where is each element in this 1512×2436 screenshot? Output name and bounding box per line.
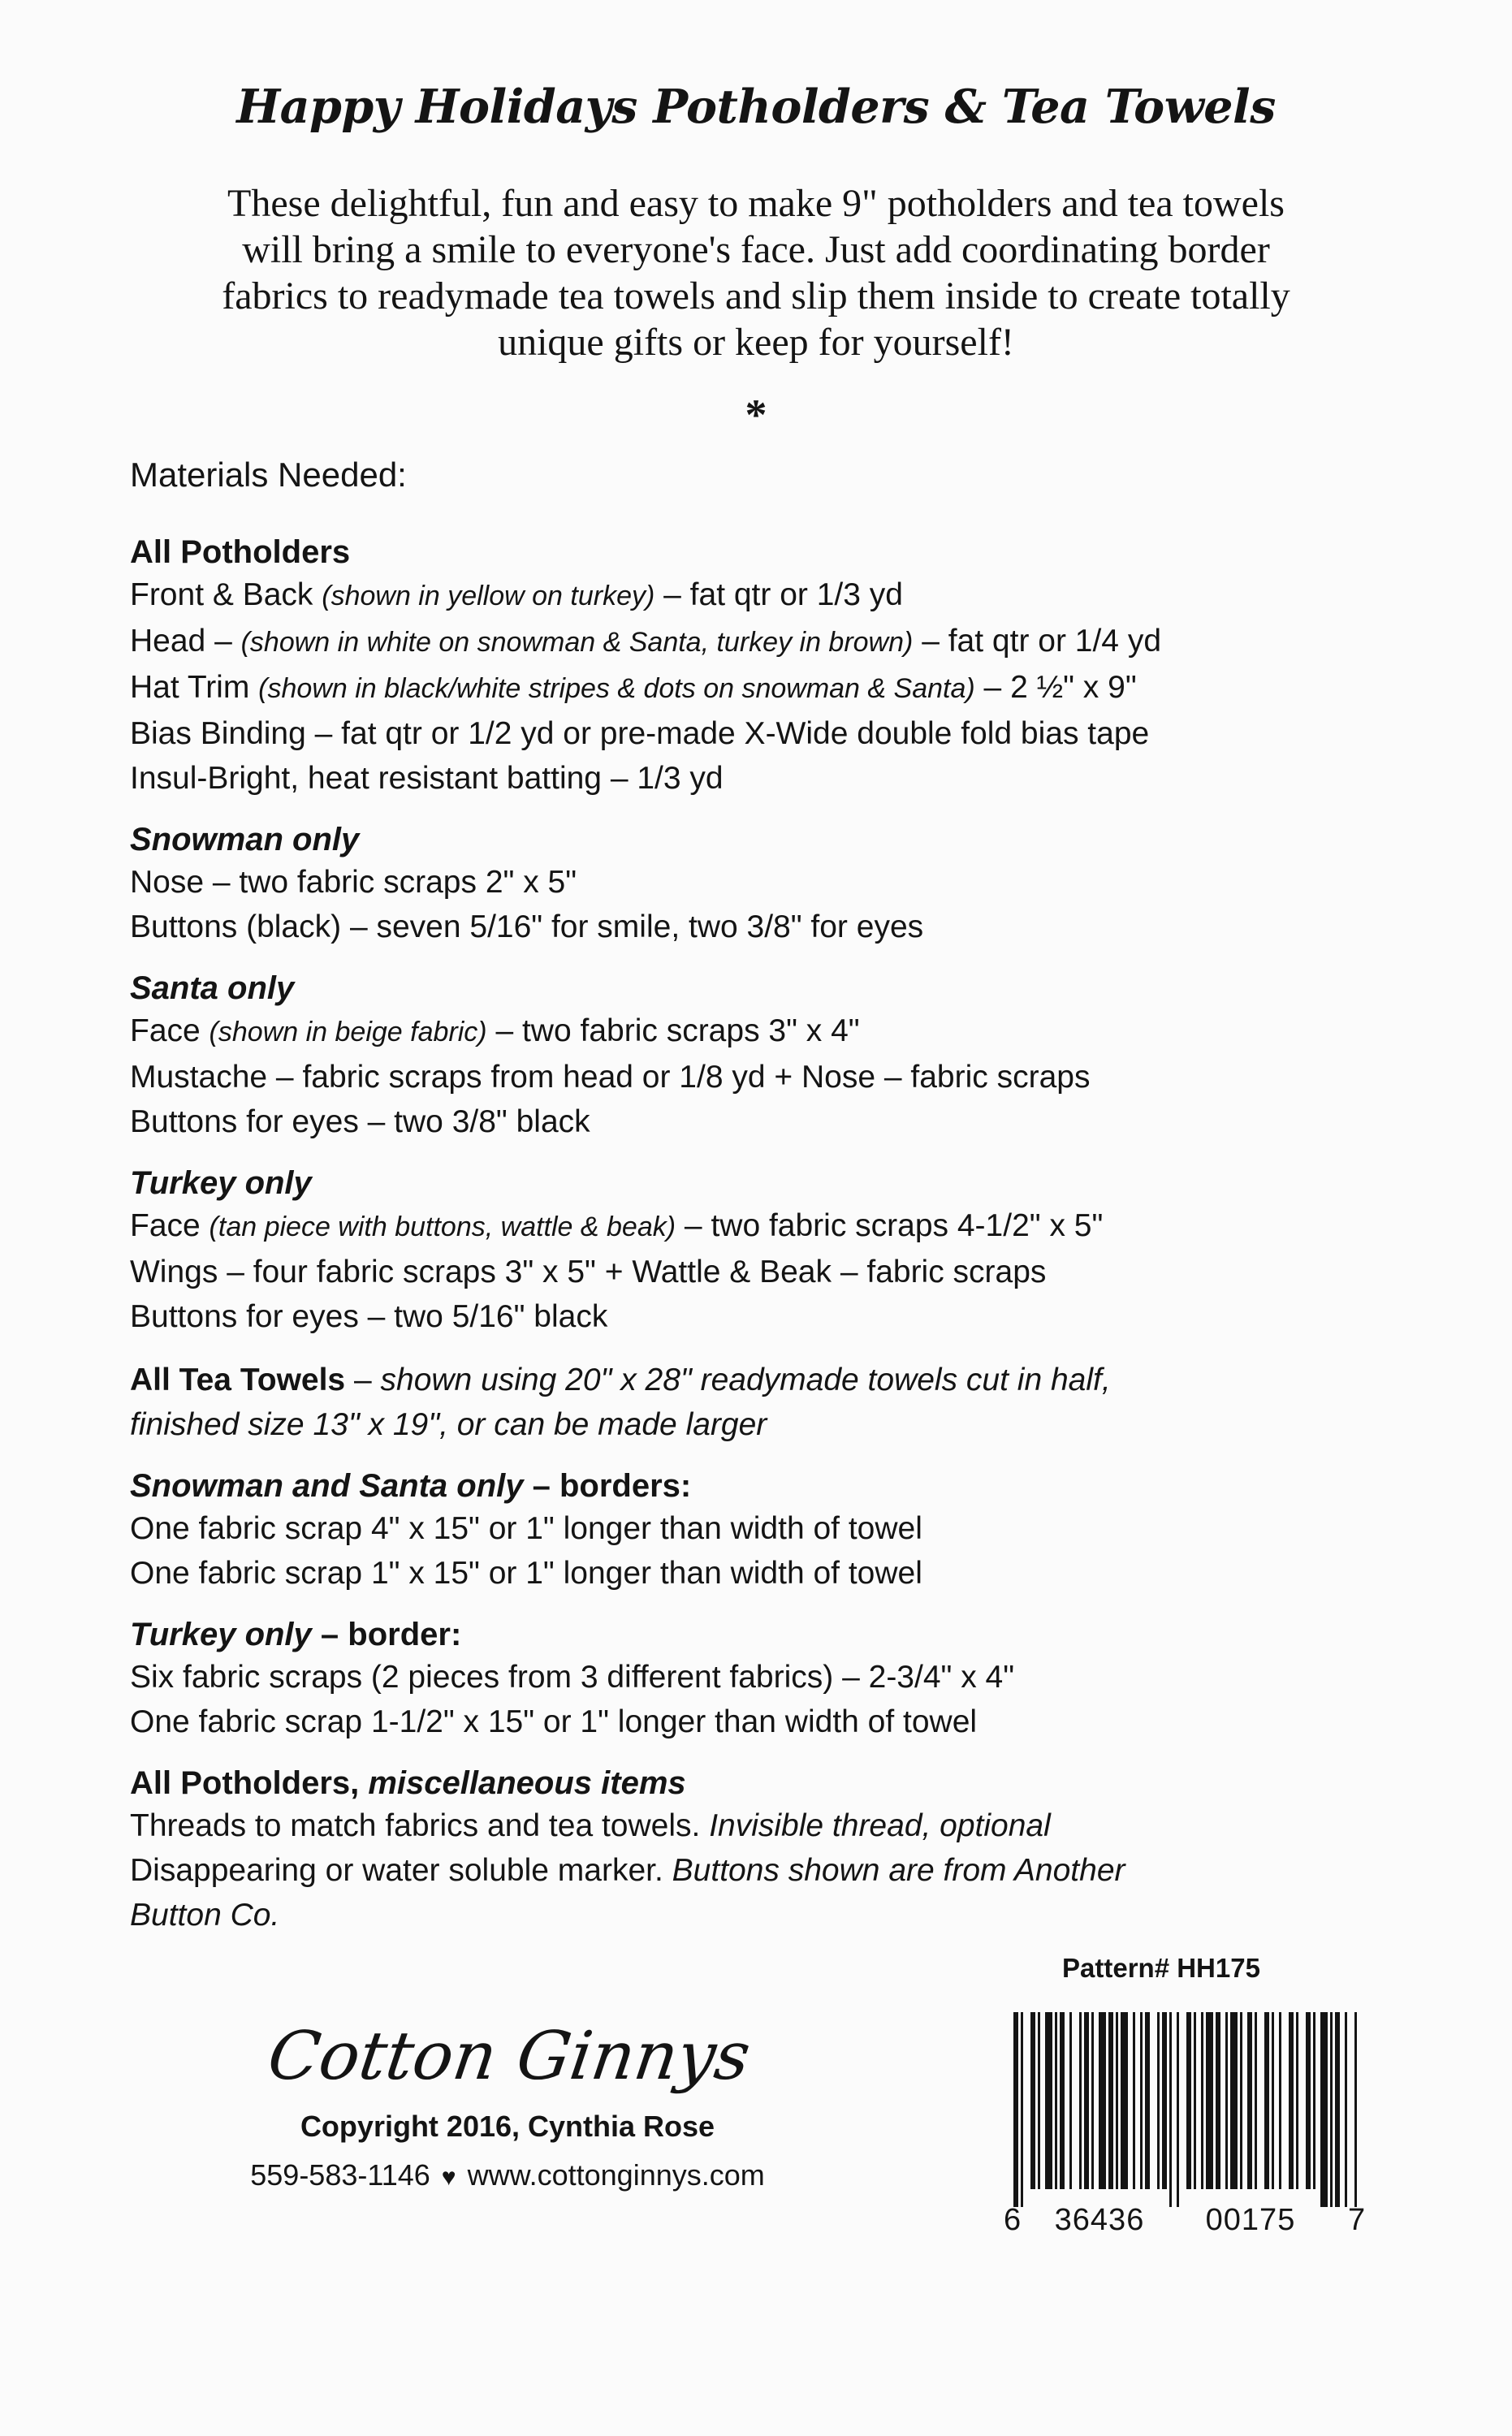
material-line: Bias Binding – fat qtr or 1/2 yd or pre-made X-Wide double fold bias tape <box>130 716 1150 751</box>
material-line <box>130 665 1397 711</box>
section-heading-italic: Turkey only <box>130 1617 312 1652</box>
material-line: Buttons (black) – seven 5/16" for smile, two 3/8" for eyes <box>130 909 924 944</box>
dash: – <box>345 1363 381 1397</box>
material-line <box>130 1358 1397 1402</box>
section-heading <box>130 968 1397 1009</box>
barcode-bar <box>1030 2012 1035 2207</box>
section-santa <box>130 968 1397 1144</box>
material-text: Front & Back <box>130 577 322 612</box>
section-heading <box>130 1163 1397 1203</box>
intro-line: These delightful, fun and easy to make 9" potholders and tea towels <box>227 182 1285 225</box>
barcode-bar <box>1255 2012 1257 2207</box>
material-note: (shown in beige fabric) <box>209 1017 487 1047</box>
material-text: Hat Trim <box>130 670 259 705</box>
section-snowman-santa-borders <box>130 1466 1397 1596</box>
barcode-bar <box>1345 2012 1347 2207</box>
material-text: Face <box>130 1208 210 1243</box>
barcode-bar <box>1133 2012 1135 2207</box>
barcode-bar <box>1206 2012 1213 2207</box>
materials-heading: Materials Needed: <box>130 456 407 494</box>
barcode-bar <box>1247 2012 1252 2207</box>
section-turkey-border <box>130 1614 1397 1744</box>
barcode-bar <box>1194 2012 1196 2207</box>
barcode-bar <box>1354 2012 1357 2207</box>
barcode-bar <box>1116 2012 1118 2207</box>
barcode-bar <box>1240 2012 1242 2207</box>
material-line <box>130 619 1397 665</box>
section-all-potholders <box>130 532 1397 801</box>
barcode-bar <box>1108 2012 1113 2207</box>
intro-paragraph <box>122 180 1390 365</box>
page-title: Happy Holidays Potholders & Tea Towels <box>236 80 1276 134</box>
section-heading-text: Turkey only <box>130 1165 312 1201</box>
material-line <box>130 572 1397 619</box>
material-line: Button Co. <box>130 1898 280 1933</box>
section-heading-rest: – border: <box>311 1617 462 1652</box>
barcode-bar <box>1320 2012 1328 2207</box>
section-heading: All Potholders <box>130 534 351 570</box>
logo-text: Cotton Ginnys <box>263 2018 755 2095</box>
material-line <box>130 1009 1397 1055</box>
material-line <box>130 1848 1397 1893</box>
barcode-bar <box>1038 2012 1040 2207</box>
material-text: Face <box>130 1013 210 1048</box>
barcode-bar <box>1140 2012 1143 2207</box>
heart-icon: ♥ <box>441 2164 456 2191</box>
barcode-bar <box>1157 2012 1160 2207</box>
material-text-italic: Invisible thread, optional <box>709 1808 1051 1843</box>
barcode-bar <box>1216 2012 1220 2207</box>
material-note: (shown in white on snowman & Santa, turkey in brown) <box>240 627 914 658</box>
material-line: One fabric scrap 1" x 15" or 1" longer than width of towel <box>130 1556 922 1591</box>
upc-barcode <box>989 2012 1371 2248</box>
barcode-bar <box>1145 2012 1150 2207</box>
separator-asterisk: * <box>745 391 767 439</box>
material-line: Wings – four fabric scraps 3" x 5" + Wattle & Beak – fabric scraps <box>130 1255 1047 1289</box>
barcode-bar <box>1330 2012 1333 2207</box>
material-line: Nose – two fabric scraps 2" x 5" <box>130 865 577 900</box>
section-misc <box>130 1763 1397 1937</box>
barcode-bar <box>1306 2012 1311 2207</box>
material-text: Threads to match fabrics and tea towels. <box>130 1808 710 1843</box>
intro-line: will bring a smile to everyone's face. Just add coordinating border <box>242 228 1270 271</box>
barcode-check-digit: 7 <box>1348 2203 1366 2237</box>
section-heading-rest: – borders: <box>523 1468 692 1504</box>
section-heading <box>130 1466 1397 1506</box>
section-heading-text: Santa only <box>130 970 295 1006</box>
intro-line: fabrics to readymade tea towels and slip them inside to create totally <box>222 274 1290 317</box>
material-line: One fabric scrap 4" x 15" or 1" longer than width of towel <box>130 1511 922 1546</box>
barcode-bar <box>1060 2012 1065 2207</box>
barcode-bar <box>1296 2012 1298 2207</box>
section-heading <box>130 1763 1397 1803</box>
barcode-bar <box>1021 2012 1023 2207</box>
intro-line: unique gifts or keep for yourself! <box>498 321 1014 364</box>
barcode-bar <box>1230 2012 1238 2207</box>
barcode-bar <box>1335 2012 1340 2207</box>
contact-line <box>162 2158 853 2192</box>
barcode-left-group: 36436 <box>1054 2203 1145 2237</box>
section-heading <box>130 1614 1397 1655</box>
barcode-bar <box>1091 2012 1094 2207</box>
section-heading-italic: miscellaneous items <box>368 1765 686 1801</box>
section-heading: All Tea Towels <box>130 1363 346 1397</box>
barcode-bar <box>1186 2012 1191 2207</box>
barcode-bar <box>1069 2012 1072 2207</box>
website-link: www.cottonginnys.com <box>467 2158 765 2192</box>
section-heading-italic: Snowman and Santa only <box>130 1468 524 1504</box>
material-text: Disappearing or water soluble marker. <box>130 1853 672 1888</box>
barcode-bar <box>1055 2012 1057 2207</box>
barcode-bar <box>1045 2012 1052 2207</box>
barcode-bar <box>1084 2012 1089 2207</box>
section-heading <box>130 819 1397 860</box>
material-line: Six fabric scraps (2 pieces from 3 different fabrics) – 2-3/4" x 4" <box>130 1660 1015 1695</box>
barcode-bar <box>1201 2012 1203 2207</box>
material-text: Head – <box>130 624 241 659</box>
material-text: – two fabric scraps 4-1/2" x 5" <box>676 1208 1104 1243</box>
pattern-number: Pattern# HH175 <box>1062 1953 1260 1983</box>
material-text: – two fabric scraps 3" x 4" <box>486 1013 860 1048</box>
material-note: (shown in black/white stripes & dots on snowman & Santa) <box>258 673 975 704</box>
barcode-bars <box>1013 2012 1357 2207</box>
barcode-bar <box>1169 2012 1172 2207</box>
barcode-bar <box>1225 2012 1228 2207</box>
barcode-right-group: 00175 <box>1205 2203 1296 2237</box>
material-line: Mustache – fabric scraps from head or 1/8 yd + Nose – fabric scraps <box>130 1060 1091 1095</box>
barcode-bar <box>1272 2012 1274 2207</box>
copyright: Copyright 2016, Cynthia Rose <box>300 2110 715 2143</box>
section-heading-bold: All Potholders, <box>130 1765 369 1801</box>
material-note: (shown in yellow on turkey) <box>322 581 655 611</box>
material-text: – 2 ½" x 9" <box>974 670 1137 705</box>
barcode-bar <box>1279 2012 1281 2207</box>
barcode-bar <box>1121 2012 1128 2207</box>
material-note: (tan piece with buttons, wattle & beak) <box>209 1212 676 1242</box>
barcode-bar <box>1099 2012 1106 2207</box>
material-line <box>130 1203 1397 1250</box>
barcode-bar <box>1162 2012 1167 2207</box>
barcode-first-digit: 6 <box>1004 2203 1022 2237</box>
barcode-bar <box>1289 2012 1294 2207</box>
barcode-bar <box>1177 2012 1179 2207</box>
material-text: – fat qtr or 1/4 yd <box>913 624 1162 659</box>
section-snowman <box>130 819 1397 949</box>
materials-list <box>130 451 1397 1956</box>
barcode-bar <box>1313 2012 1315 2207</box>
material-line <box>130 1803 1397 1848</box>
phone-number: 559-583-1146 <box>250 2158 430 2192</box>
material-line: Buttons for eyes – two 3/8" black <box>130 1104 590 1139</box>
material-text: shown using 20" x 28" readymade towels cut in half, <box>380 1363 1111 1397</box>
material-line: Insul-Bright, heat resistant batting – 1/3 yd <box>130 761 724 796</box>
material-line: Buttons for eyes – two 5/16" black <box>130 1299 608 1334</box>
barcode-bar <box>1013 2012 1018 2207</box>
section-heading-text: Snowman only <box>130 822 360 857</box>
barcode-bar <box>1264 2012 1269 2207</box>
material-line: finished size 13" x 19", or can be made larger <box>130 1407 767 1442</box>
section-tea-towels <box>130 1358 1397 1447</box>
material-text: – fat qtr or 1/3 yd <box>654 577 903 612</box>
material-line: One fabric scrap 1-1/2" x 15" or 1" longer than width of towel <box>130 1704 978 1739</box>
material-text-italic: Buttons shown are from Another <box>672 1853 1125 1888</box>
barcode-bar <box>1079 2012 1082 2207</box>
section-turkey <box>130 1163 1397 1339</box>
